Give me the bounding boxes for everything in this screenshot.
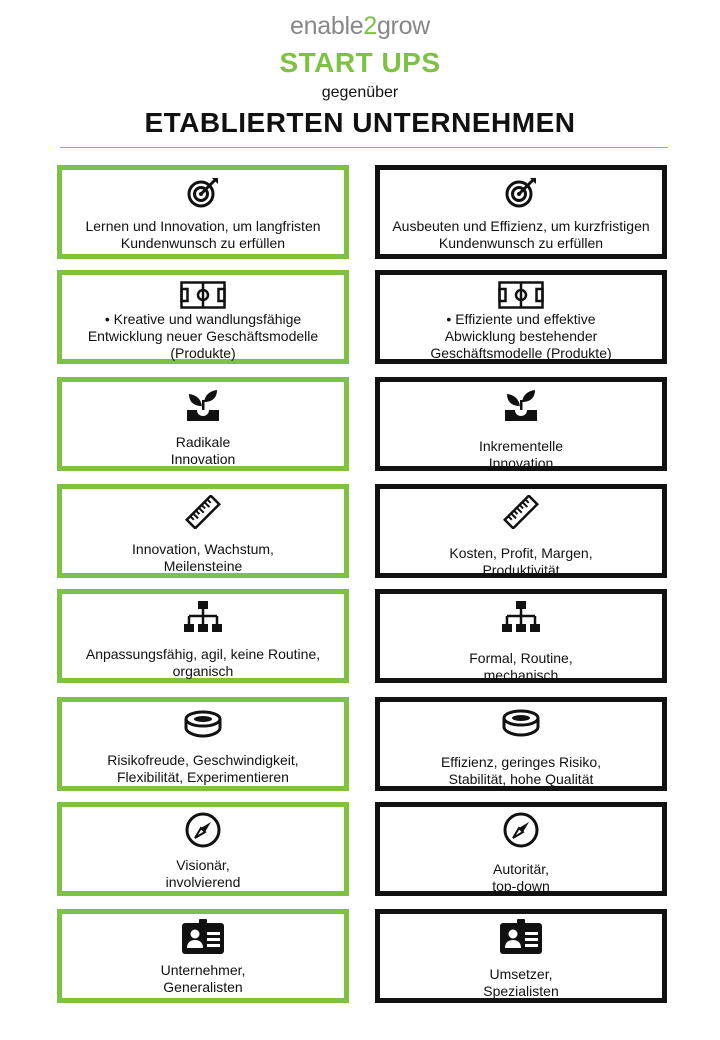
startup-text: Anpassungsfähig, agil, keine Routine, organisch — [85, 646, 321, 679]
established-text: Formal, Routine, mechanisch — [469, 650, 573, 683]
header-divider — [60, 147, 668, 148]
ruler-icon — [503, 495, 539, 529]
established-card-authoritarian — [375, 802, 667, 896]
startup-text: • Kreative und wandlungsfähige Entwicklung neuer Geschäftsmodelle (Produkte) — [80, 311, 326, 362]
established-card-incremental-innovation — [375, 377, 667, 471]
established-card-business-models — [375, 270, 667, 364]
sprout-icon — [503, 388, 539, 422]
established-text: • Effiziente und effektive Abwicklung bestehender Geschäftsmodelle (Produkte) — [422, 311, 619, 362]
startup-card-business-models — [57, 270, 349, 364]
startup-card-entrepreneurs — [57, 909, 349, 1003]
startup-card-visionary — [57, 802, 349, 896]
id-card-icon — [499, 920, 543, 954]
compass-icon — [185, 813, 221, 847]
sprout-icon — [185, 388, 221, 422]
puck-icon — [183, 708, 223, 740]
field-icon — [498, 281, 544, 309]
startup-text: Innovation, Wachstum, Meilensteine — [132, 541, 274, 574]
startup-text: Risikofreude, Geschwindigkeit, Flexibilität, Experimentieren — [107, 752, 299, 785]
compass-icon — [503, 813, 539, 847]
established-text: Autoritär, top-down — [492, 861, 550, 894]
startup-card-growth — [57, 484, 349, 578]
logo — [0, 12, 720, 41]
established-text: Umsetzer, Spezialisten — [483, 966, 559, 999]
established-card-efficiency — [375, 697, 667, 791]
title-established: ETABLIERTEN UNTERNEHMEN — [144, 107, 576, 138]
logo-text-part3: grow — [376, 12, 430, 40]
established-text: Inkrementelle Innovation — [478, 438, 564, 471]
established-card-exploitation — [375, 165, 667, 259]
ruler-icon — [185, 495, 221, 529]
org-chart-icon — [183, 600, 223, 634]
startup-card-agile — [57, 589, 349, 683]
startup-card-radical-innovation — [57, 377, 349, 471]
org-chart-icon — [501, 600, 541, 634]
logo-text-part1: enable — [290, 12, 364, 40]
startup-card-learning — [57, 165, 349, 259]
startup-text: Visionär, involvierend — [165, 857, 241, 890]
established-card-implementers — [375, 909, 667, 1003]
subtitle-versus: gegenüber — [321, 84, 399, 101]
target-icon — [186, 176, 220, 210]
title-startups: START UPS — [279, 47, 441, 78]
puck-icon — [501, 708, 541, 738]
established-text: Effizienz, geringes Risiko, Stabilität, hohe Qualität — [440, 754, 602, 787]
startup-text: Radikale Innovation — [170, 434, 236, 467]
startup-text: Unternehmer, Generalisten — [160, 962, 246, 995]
startup-text: Lernen und Innovation, um langfristen Kundenwunsch zu erfüllen — [85, 218, 321, 251]
established-text: Ausbeuten und Effizienz, um kurzfristigen Kundenwunsch zu erfüllen — [392, 218, 650, 251]
established-text: Kosten, Profit, Margen, Produktivität — [449, 545, 593, 578]
startup-card-risk — [57, 697, 349, 791]
target-icon — [504, 176, 538, 210]
established-card-costs — [375, 484, 667, 578]
established-card-formal — [375, 589, 667, 683]
field-icon — [180, 281, 226, 309]
id-card-icon — [181, 920, 225, 954]
logo-text-part2: 2 — [363, 12, 377, 40]
